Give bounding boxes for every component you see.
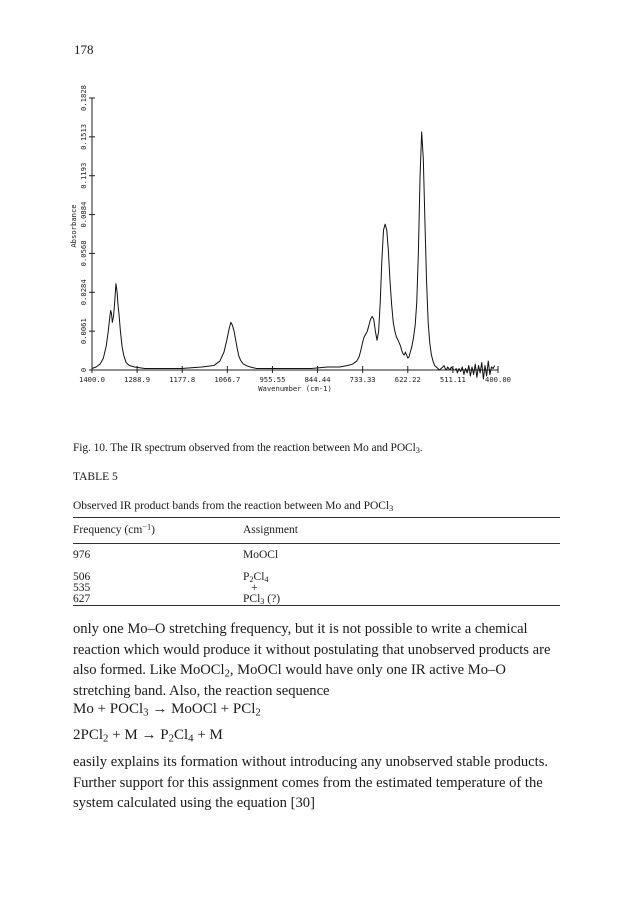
ir-spectrum-chart [60, 62, 530, 397]
x-tick-label: 400.00 [485, 375, 511, 384]
equation-1: Mo + POCl$_3$ → MoOCl + PCl$_2$ [73, 701, 261, 719]
table-row-1-assignment: MoOCl [243, 549, 279, 561]
y-axis-label: Absorbance [69, 204, 78, 248]
x-tick-label: 1288.9 [124, 375, 151, 384]
y-tick-label: 0.1193 [79, 162, 88, 189]
table-row-4-frequency: 627 [73, 593, 91, 605]
figure-caption: Fig. 10. The IR spectrum observed from the reaction between Mo and POCl$_3$. [73, 442, 423, 456]
x-axis-label: Wavenumber (cm-1) [258, 384, 332, 393]
table-row-4-assignment: PCl$_3$ (?) [243, 593, 281, 607]
y-tick-label: 0.0568 [79, 240, 88, 267]
y-tick-label: 0.1513 [79, 123, 88, 150]
x-tick-label: 1400.0 [79, 375, 105, 384]
paragraph-2: easily explains its formation without introducing any unobserved stable products. Further support for this assignment comes from the estimated temperature of the system calculated using the equation [30] [73, 754, 549, 811]
table-row-2-frequency: 506 [73, 571, 91, 583]
table-row-2-assignment: $P_2Cl_4$ [243, 571, 269, 585]
table-header-frequency: Frequency $(cm^{-1})$ [73, 522, 155, 536]
equation-2: $2PCl_2 + M \to P_2Cl_4 + M$ [73, 727, 223, 745]
table-header-rule [73, 543, 560, 544]
table-row-3-assignment: + [251, 582, 258, 594]
table-row-3-frequency: 535 [73, 582, 91, 594]
x-tick-label: 955.55 [259, 375, 286, 384]
x-tick-label: 1066.7 [214, 375, 241, 384]
x-tick-label: 1177.8 [169, 375, 196, 384]
x-tick-label: 844.44 [304, 375, 331, 384]
table-caption: Observed IR product bands from the reaction between Mo and POCl$_3$ [73, 500, 394, 514]
y-tick-label: 0.0284 [79, 279, 88, 306]
x-tick-label: 733.33 [349, 375, 376, 384]
x-tick-label: 511.11 [439, 375, 466, 384]
y-tick-label: 0.0884 [79, 201, 88, 228]
x-tick-label: 622.22 [394, 375, 421, 384]
body-text-2 [73, 752, 563, 814]
table-row-1-frequency: 976 [73, 549, 91, 561]
paragraph-1: only one Mo–O stretching frequency, but it is not possible to write a chemical reaction which would produce it without postulating that unobserved products are also formed. Like MoOCl$_2$, MoOCl would have only one IR active Mo–O stretching band. Also, the reaction sequence [73, 621, 551, 699]
table-bottom-rule [73, 605, 560, 606]
y-tick-label: 0.1828 [79, 85, 88, 111]
spectrum-series-line [92, 132, 495, 379]
body-text [73, 619, 563, 701]
table-header-assignment: Assignment [243, 524, 298, 536]
page-number: 178 [74, 42, 94, 57]
y-tick-label: 0 [79, 367, 88, 373]
table-top-rule [73, 517, 560, 518]
table-label: TABLE 5 [73, 471, 118, 483]
y-tick-label: 0.0061 [79, 318, 88, 345]
